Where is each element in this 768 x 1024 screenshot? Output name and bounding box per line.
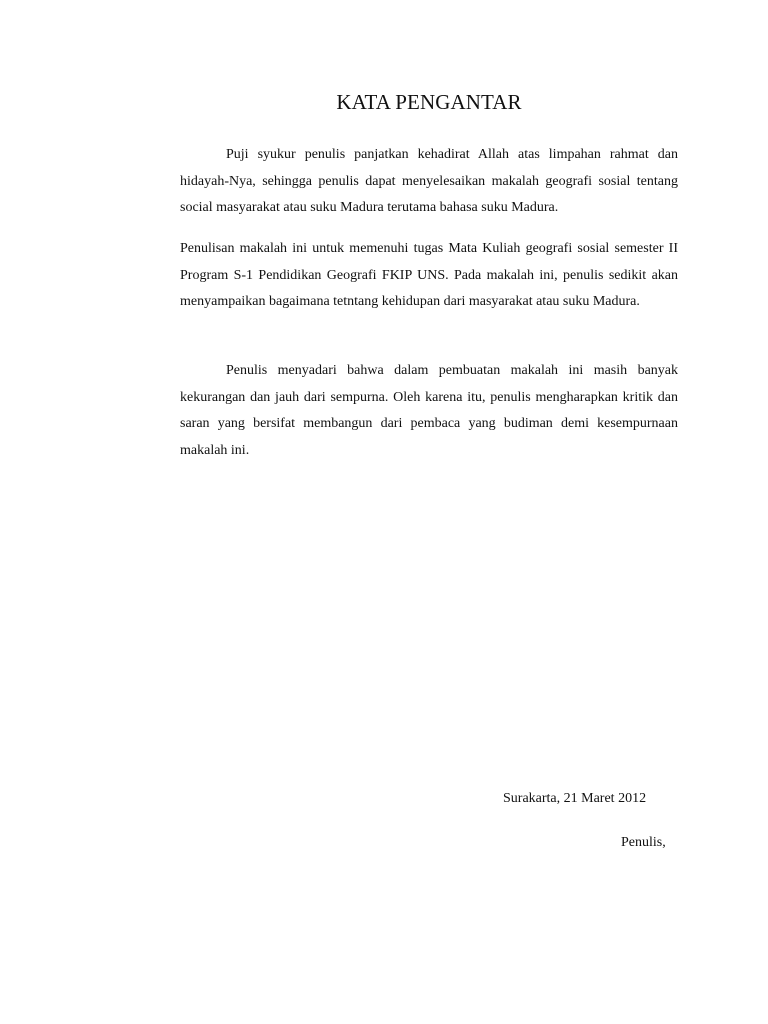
signature-author: Penulis, [621, 835, 666, 850]
page-title: KATA PENGANTAR [336, 90, 522, 114]
paragraph-purpose: Penulisan makalah ini untuk memenuhi tugas Mata Kuliah geografi sosial semester II Program S-1 Pendidikan Geografi FKIP UNS. Pada makalah ini, penulis sedikit akan menyampaikan bagaimana tetntang kehidupan dari masyarakat atau suku Madura. [180, 241, 678, 309]
place-and-date: Surakarta, 21 Maret 2012 [503, 791, 647, 806]
paragraph-gratitude: Puji syukur penulis panjatkan kehadirat Allah atas limpahan rahmat dan hidayah-Nya, sehingga penulis dapat menyelesaikan makalah geografi sosial tentang social masyarakat atau suku Madura terutama bahasa suku Madura. [180, 147, 678, 215]
paragraph-acknowledgement: Penulis menyadari bahwa dalam pembuatan makalah ini masih banyak kekurangan dan jauh dari sempurna. Oleh karena itu, penulis mengharapkan kritik dan saran yang bersifat membangun dari pembaca yang budiman demi kesempurnaan makalah ini. [180, 363, 678, 458]
